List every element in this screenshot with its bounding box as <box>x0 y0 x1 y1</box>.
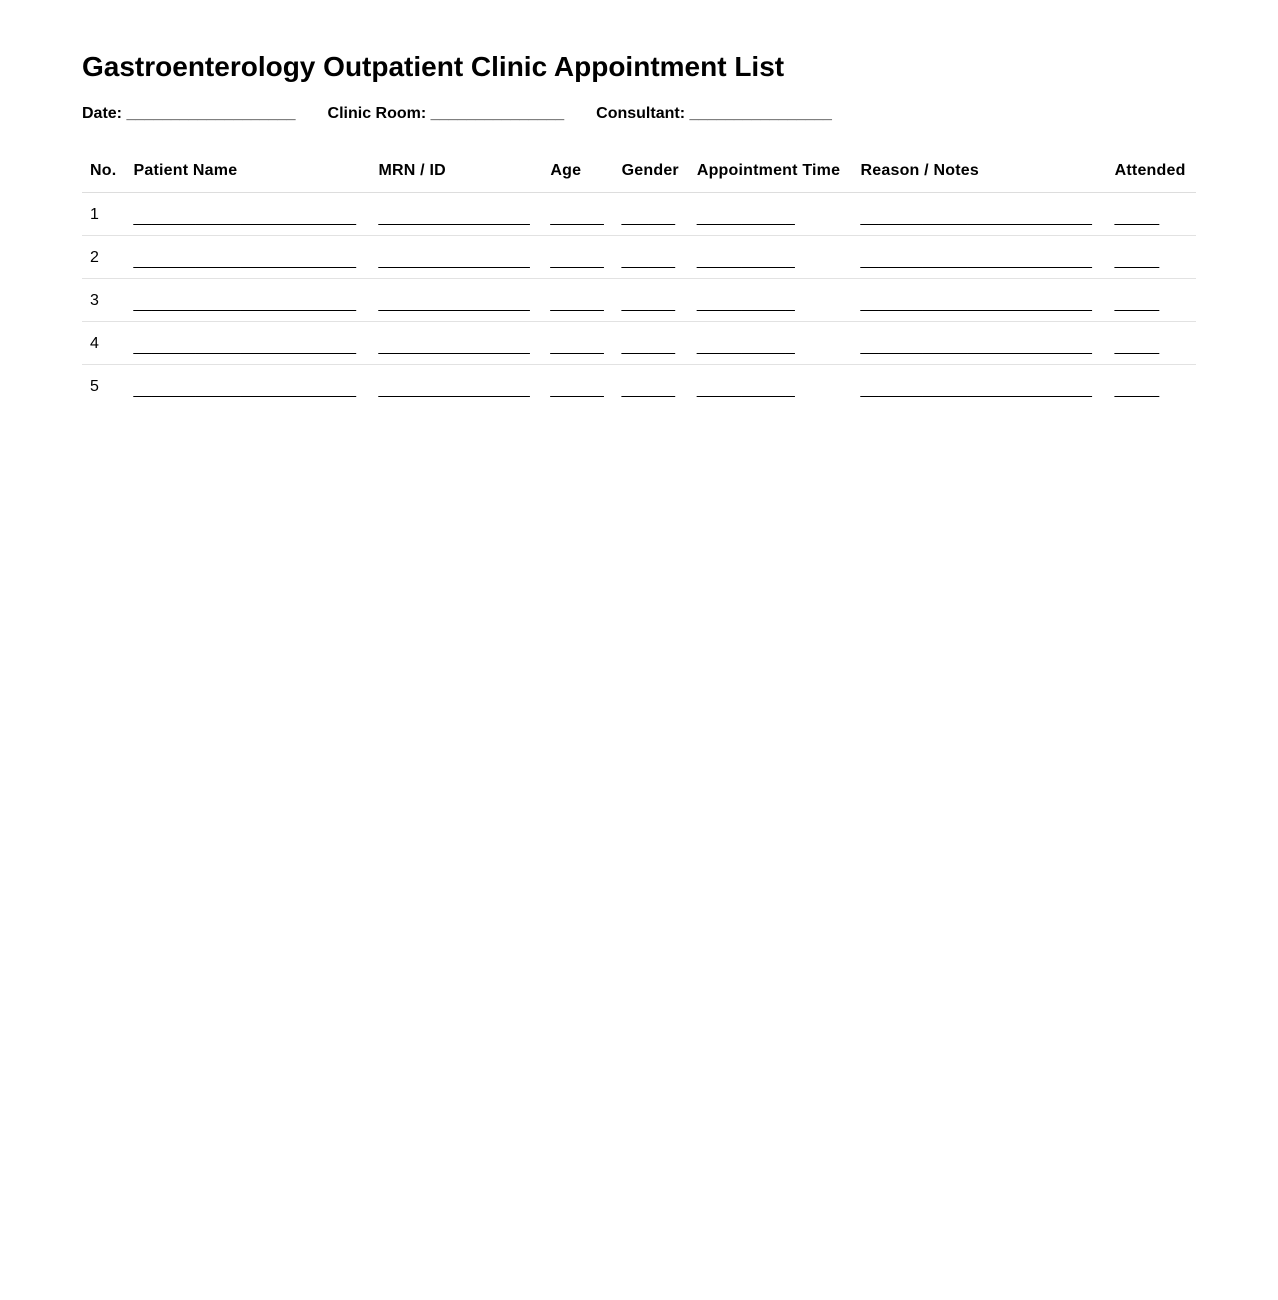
mrn-blank[interactable]: _________________ <box>378 381 530 398</box>
gender-blank[interactable]: ______ <box>614 193 689 236</box>
gender-blank[interactable]: ______ <box>614 236 689 279</box>
reason-notes-blank[interactable]: __________________________ <box>853 279 1107 322</box>
table-row <box>82 322 1196 365</box>
clinic-room-blank[interactable]: _______________ <box>430 105 565 122</box>
patient-name-blank[interactable]: _________________________ <box>133 381 356 398</box>
attended-blank[interactable]: _____ <box>1107 279 1196 322</box>
appointment-time-blank[interactable]: ___________ <box>689 279 853 322</box>
reason-notes-blank[interactable]: __________________________ <box>853 236 1107 279</box>
col-age: Age <box>542 154 613 193</box>
col-no: No. <box>82 154 126 193</box>
mrn-blank[interactable]: _________________ <box>371 322 543 365</box>
header-fields <box>82 104 1196 124</box>
table-row <box>82 279 1196 322</box>
consultant-field[interactable] <box>596 104 832 124</box>
date-label: Date: <box>82 105 123 122</box>
patient-name-blank[interactable]: _________________________ <box>126 236 371 279</box>
mrn-blank[interactable]: _________________ <box>371 279 543 322</box>
age-blank[interactable]: ______ <box>542 236 613 279</box>
gender-blank[interactable]: ______ <box>614 322 689 365</box>
col-mrn-id: MRN / ID <box>371 154 543 193</box>
patient-name-blank[interactable]: _________________________ <box>126 279 371 322</box>
appointment-time-blank[interactable]: ___________ <box>696 381 795 398</box>
clinic-room-label: Clinic Room: <box>327 105 427 122</box>
appointment-time-blank[interactable]: ___________ <box>689 193 853 236</box>
row-number: 2 <box>82 236 126 279</box>
col-attended: Attended <box>1107 154 1196 193</box>
age-blank[interactable]: ______ <box>542 322 613 365</box>
col-patient-name: Patient Name <box>126 154 371 193</box>
patient-name-blank[interactable]: _________________________ <box>126 193 371 236</box>
row-number: 4 <box>82 322 126 365</box>
mrn-blank[interactable]: _________________ <box>371 193 543 236</box>
age-blank[interactable]: ______ <box>542 193 613 236</box>
appointment-time-blank[interactable]: ___________ <box>689 322 853 365</box>
table-row <box>82 365 1196 408</box>
reason-notes-blank[interactable]: __________________________ <box>853 322 1107 365</box>
attended-blank[interactable]: _____ <box>1114 381 1160 398</box>
gender-blank[interactable]: ______ <box>621 381 676 398</box>
page-title: Gastroenterology Outpatient Clinic Appointment List <box>82 51 785 82</box>
col-appointment-time: Appointment Time <box>689 154 853 193</box>
date-blank[interactable]: ___________________ <box>126 105 296 122</box>
reason-notes-blank[interactable]: __________________________ <box>853 193 1107 236</box>
table-row <box>82 236 1196 279</box>
attended-blank[interactable]: _____ <box>1107 322 1196 365</box>
gender-blank[interactable]: ______ <box>614 279 689 322</box>
appointment-time-blank[interactable]: ___________ <box>689 236 853 279</box>
col-gender: Gender <box>614 154 689 193</box>
appointment-table <box>82 154 1196 407</box>
table-row <box>82 193 1196 236</box>
table-header-row <box>82 154 1196 193</box>
reason-notes-blank[interactable]: __________________________ <box>860 381 1092 398</box>
row-number: 3 <box>82 279 126 322</box>
consultant-blank[interactable]: ________________ <box>689 105 832 122</box>
attended-blank[interactable]: _____ <box>1107 193 1196 236</box>
row-number: 1 <box>82 193 126 236</box>
age-blank[interactable]: ______ <box>550 381 604 398</box>
patient-name-blank[interactable]: _________________________ <box>126 322 371 365</box>
mrn-blank[interactable]: _________________ <box>371 236 543 279</box>
clinic-room-field[interactable] <box>328 104 565 124</box>
date-field[interactable] <box>82 104 296 124</box>
col-reason-notes: Reason / Notes <box>853 154 1107 193</box>
attended-blank[interactable]: _____ <box>1107 236 1196 279</box>
document-page <box>0 0 1278 407</box>
row-number: 5 <box>90 378 99 395</box>
consultant-label: Consultant: <box>596 105 686 122</box>
age-blank[interactable]: ______ <box>542 279 613 322</box>
